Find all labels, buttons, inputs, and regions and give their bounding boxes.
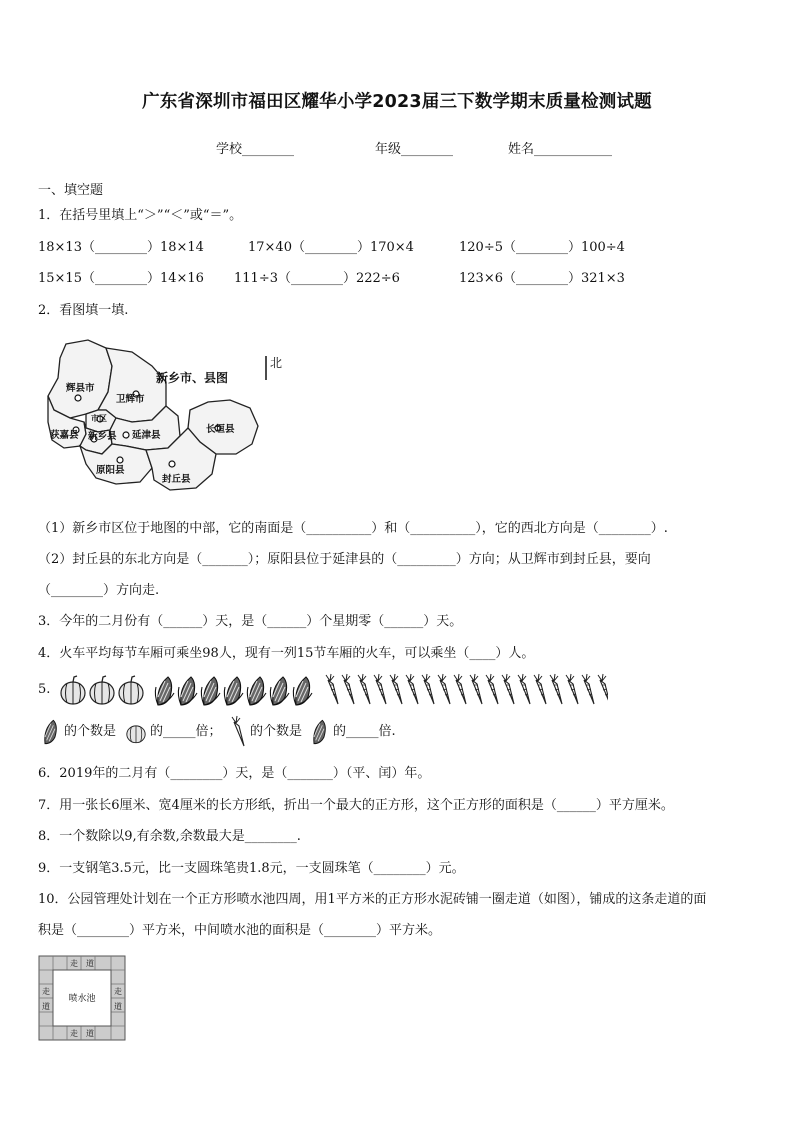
- question-3: 3．今年的二月份有（______）天，是（______）个星期零（______）天。: [38, 614, 463, 629]
- page-title: 广东省深圳市福田区耀华小学2023届三下数学期末质量检测试题: [142, 92, 652, 112]
- walkway-label: 道: [86, 959, 94, 968]
- walkway-label: 走: [114, 987, 122, 996]
- map-title: 新乡市、县图: [156, 371, 229, 385]
- q5-picture-row: [60, 673, 608, 709]
- map-label: 获嘉县: [50, 430, 79, 441]
- walkway-label: 走: [70, 1029, 78, 1038]
- question-1: 1．在括号里填上“＞”“＜”或“＝”。: [38, 208, 243, 223]
- q1-item: 18×13（________）18×14: [38, 240, 204, 255]
- map-label: 卫辉市: [116, 394, 145, 405]
- q1-item: 17×40（________）170×4: [248, 240, 414, 255]
- map-label: 长垣县: [206, 424, 235, 435]
- question-4: 4．火车平均每节车厢可乘坐98人，现有一列15节车厢的火车，可以乘坐（____）人。: [38, 646, 535, 661]
- grade-field: 年级________: [375, 142, 454, 157]
- walkway-label: 道: [42, 1002, 50, 1011]
- q2-sub2: （2）封丘县的东北方向是（_______）；原阳县位于延津县的（_________）方向；从卫辉市到封丘县，要向: [38, 552, 651, 567]
- question-6: 6．2019年的二月有（________）天，是（_______）（平、闰）年。: [38, 766, 431, 781]
- walkway-label: 道: [86, 1029, 94, 1038]
- walkway-label: 走: [42, 987, 50, 996]
- q2-sub1: （1）新乡市区位于地图的中部，它的南面是（__________）和（__________），它的西北方向是（________）.: [38, 521, 668, 536]
- pumpkin-icon: [124, 719, 148, 745]
- name-field: 姓名____________: [508, 142, 613, 157]
- q5-text: 的_____倍.: [333, 724, 396, 739]
- walkway-label: 道: [114, 1002, 122, 1011]
- q5-text: 的个数是: [64, 724, 117, 739]
- q5-text: 的个数是: [250, 724, 303, 739]
- q2-sub2-cont: （________）方向走.: [38, 583, 160, 598]
- map-label: 新乡县: [88, 431, 117, 442]
- q1-item: 123×6（________）321×3: [459, 271, 625, 286]
- corn-icon: [307, 717, 331, 747]
- q1-item: 120÷5（________）100÷4: [459, 240, 625, 255]
- question-9: 9．一支钢笔3.5元，比一支圆珠笔贵1.8元，一支圆珠笔（________）元。: [38, 861, 465, 876]
- walkway-label: 走: [70, 959, 78, 968]
- xinxiang-map: [40, 336, 300, 496]
- map-label: 市区: [91, 413, 107, 423]
- q5-number: 5.: [38, 682, 51, 697]
- section-heading: 一、填空题: [38, 183, 104, 198]
- question-7: 7．用一张长6厘米、宽4厘米的长方形纸，折出一个最大的正方形，这个正方形的面积是（______）平方厘米。: [38, 798, 674, 813]
- north-label: 北: [270, 356, 283, 370]
- carrot-icon: [228, 715, 248, 749]
- corn-icon: [38, 717, 62, 747]
- school-field: 学校________: [216, 142, 295, 157]
- q1-item: 111÷3（________）222÷6: [234, 271, 400, 286]
- map-label: 辉县市: [66, 383, 95, 394]
- fountain-label: 喷水池: [68, 994, 96, 1004]
- question-10-cont: 积是（________）平方米，中间喷水池的面积是（________）平方米。: [38, 923, 442, 938]
- question-10: 10．公园管理处计划在一个正方形喷水池四周，用1平方米的正方形水泥砖铺一圈走道（如图），铺成的这条走道的面: [38, 892, 707, 907]
- q5-text: 的_____倍；: [150, 724, 222, 739]
- map-label: 原阳县: [96, 465, 125, 476]
- fountain-figure: [38, 955, 126, 1041]
- map-label: 封丘县: [162, 474, 191, 485]
- map-label: 延津县: [132, 430, 161, 441]
- question-8: 8．一个数除以9,有余数,余数最大是________.: [38, 829, 301, 844]
- q1-item: 15×15（________）14×16: [38, 271, 204, 286]
- question-2: 2．看图填一填.: [38, 303, 129, 318]
